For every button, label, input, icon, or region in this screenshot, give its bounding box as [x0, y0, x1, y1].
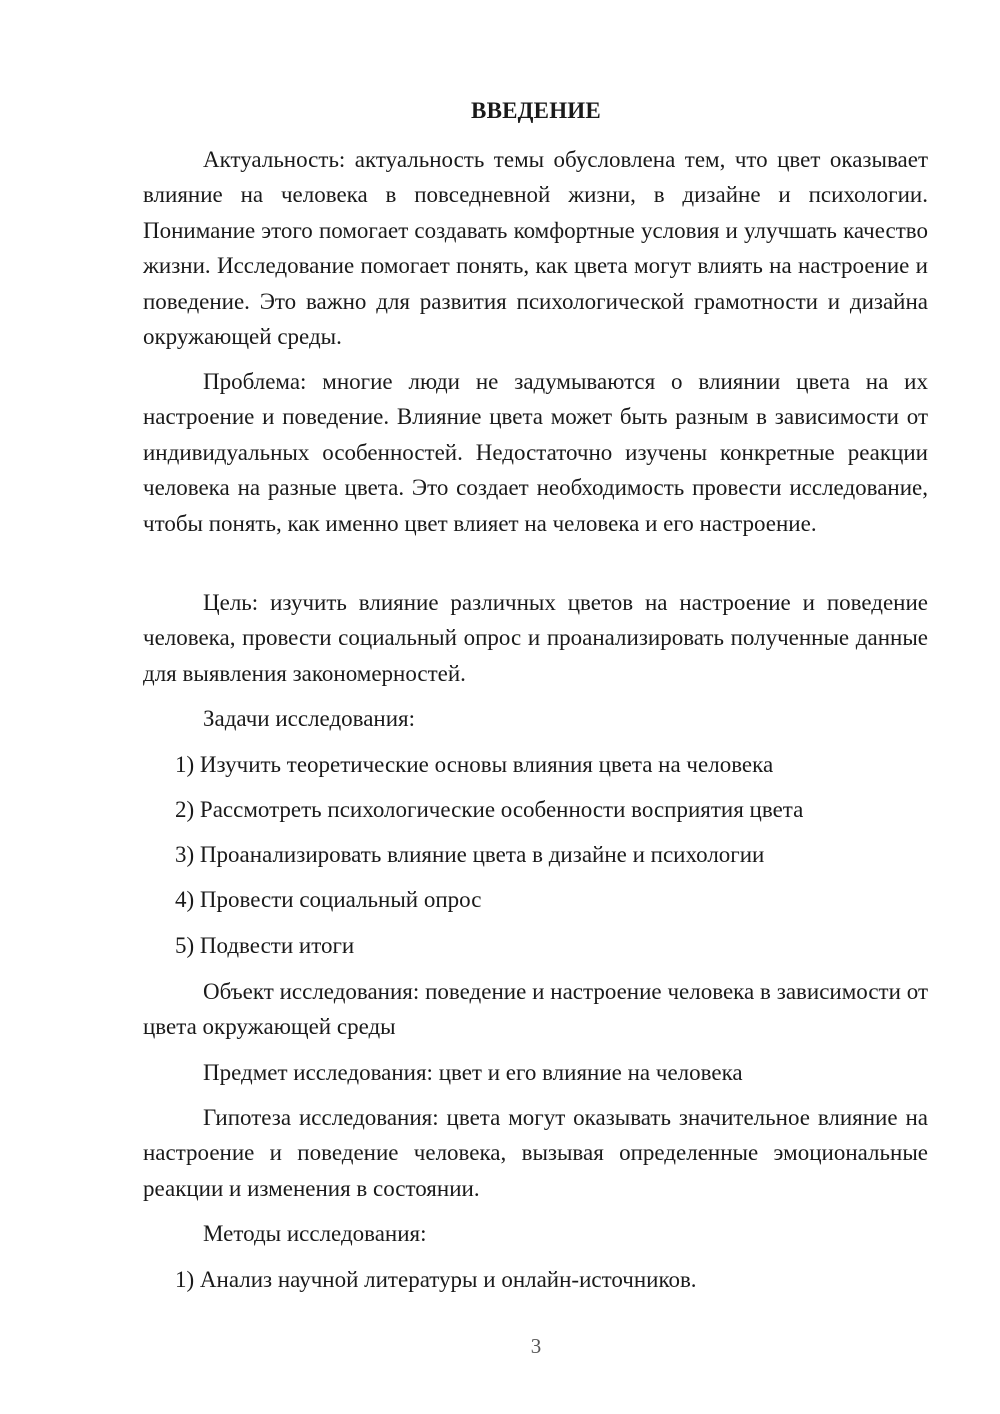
page-number: 3	[530, 1334, 542, 1358]
page-title: ВВЕДЕНИЕ	[471, 98, 601, 123]
tasks-label: Задачи исследования:	[203, 706, 416, 731]
goal-paragraph: Цель: изучить влияние различных цветов на настроение и поведение человека, провести социальный опрос и проанализировать полученные данные для выявления закономерностей.	[143, 590, 928, 686]
subject-paragraph: Предмет исследования: цвет и его влияние на человека	[203, 1060, 743, 1085]
methods-label: Методы исследования:	[203, 1221, 427, 1246]
problem-paragraph: Проблема: многие люди не задумываются о влиянии цвета на их настроение и поведение. Влияние цвета может быть разным в зависимости от индивидуальных особенностей. Недостаточно изучены конкретные реакции человека на разные цвета. Это создает необходимость провести исследование, чтобы понять, как именно цвет влияет на человека и его настроение.	[143, 369, 928, 536]
method-item-1: 1) Анализ научной литературы и онлайн-источников.	[175, 1267, 697, 1292]
task-item-3: 3) Проанализировать влияние цвета в дизайне и психологии	[175, 842, 765, 867]
relevance-paragraph: Актуальность: актуальность темы обусловлена тем, что цвет оказывает влияние на человека в повседневной жизни, в дизайне и психологии. Понимание этого помогает создавать комфортные условия и улучшать качество жизни. Исследование помогает понять, как цвета могут влиять на настроение и поведение. Это важно для развития психологической грамотности и дизайна окружающей среды.	[143, 147, 928, 350]
task-item-4: 4) Провести социальный опрос	[175, 887, 482, 912]
task-item-1: 1) Изучить теоретические основы влияния цвета на человека	[175, 752, 774, 777]
task-item-5: 5) Подвести итоги	[175, 933, 355, 958]
object-paragraph: Объект исследования: поведение и настроение человека в зависимости от цвета окружающей среды	[143, 979, 928, 1040]
task-item-2: 2) Рассмотреть психологические особенности восприятия цвета	[175, 797, 804, 822]
hypothesis-paragraph: Гипотеза исследования: цвета могут оказывать значительное влияние на настроение и поведение человека, вызывая определенные эмоциональные реакции и изменения в состоянии.	[143, 1105, 928, 1201]
